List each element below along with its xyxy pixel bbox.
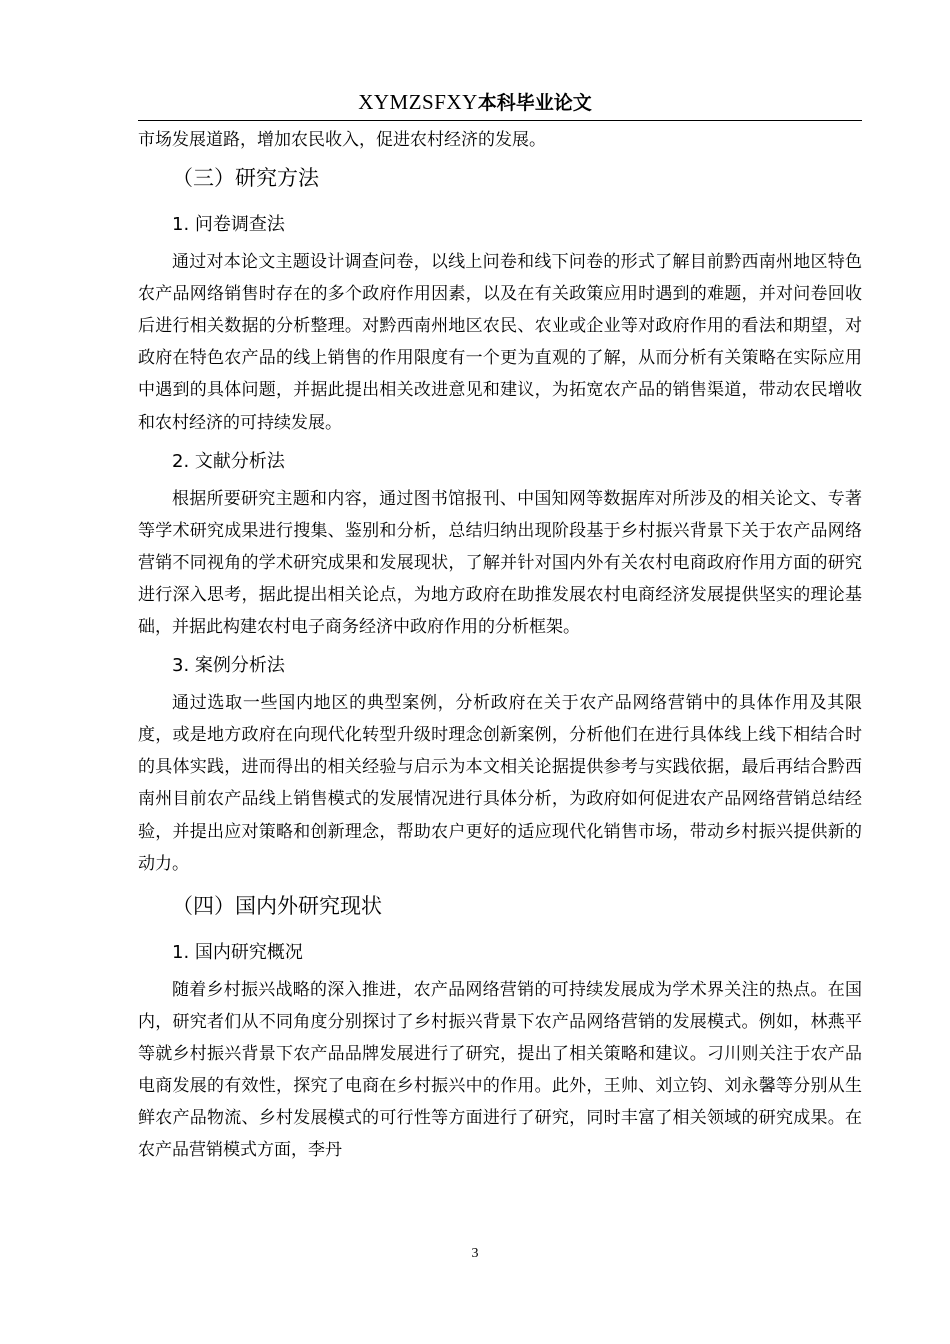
section-heading-research-methods: （三）研究方法 <box>172 166 319 191</box>
header-rule <box>138 120 862 121</box>
header-title: 本科毕业论文 <box>477 92 592 114</box>
paragraph-questionnaire: 通过对本论文主题设计调查问卷，以线上问卷和线下问卷的形式了解目前黔西南州地区特色农产品网络销售时存在的多个政府作用因素，以及在有关政策应用时遇到的难题，并对问卷回收后进行相关数据的分析整理。对黔西南州地区农民、农业或企业等对政府作用的看法和期望，对政府在特色农产品的线上销售的作用限度有一个更为直观的了解，从而分析有关策略在实际应用中遇到的具体问题，并据此提出相关改进意见和建议，为拓宽农产品的销售渠道，带动农民增收和农村经济的可持续发展。 <box>138 252 862 433</box>
subheading-literature: 2. 文献分析法 <box>172 450 285 472</box>
lead-paragraph: 市场发展道路，增加农民收入，促进农村经济的发展。 <box>138 130 546 150</box>
subheading-case-analysis: 3. 案例分析法 <box>172 655 285 677</box>
subheading-domestic: 1. 国内研究概况 <box>172 941 303 963</box>
paragraph-literature: 根据所要研究主题和内容，通过图书馆报刊、中国知网等数据库对所涉及的相关论文、专著等学术研究成果进行搜集、鉴别和分析，总结归纳出现阶段基于乡村振兴背景下关于农产品网络营销不同视角的学术研究成果和发展现状，了解并针对国内外有关农村电商政府作用方面的研究进行深入思考，据此提出相关论点，为地方政府在助推发展农村电商经济发展提供坚实的理论基础，并据此构建农村电子商务经济中政府作用的分析框架。 <box>138 488 862 638</box>
paragraph-case-analysis: 通过选取一些国内地区的典型案例，分析政府在关于农产品网络营销中的具体作用及其限度，或是地方政府在向现代化转型升级时理念创新案例，分析他们在进行具体线上线下相结合时的具体实践，进而得出的相关经验与启示为本文相关论据提供参考与实践依据，最后再结合黔西南州目前农产品线上销售模式的发展情况进行具体分析，为政府如何促进农产品网络营销总结经验，并提出应对策略和创新理念，帮助农户更好的适应现代化销售市场，带动乡村振兴提供新的动力。 <box>138 693 862 874</box>
page-header <box>0 88 950 117</box>
section-heading-research-status: （四）国内外研究现状 <box>172 893 382 918</box>
subheading-questionnaire: 1. 问卷调查法 <box>172 214 285 236</box>
page-body <box>138 124 862 1166</box>
paragraph-domestic: 随着乡村振兴战略的深入推进，农产品网络营销的可持续发展成为学术界关注的热点。在国内，研究者们从不同角度分别探讨了乡村振兴背景下农产品网络营销的发展模式。例如，林燕平等就乡村振兴背景下农产品品牌发展进行了研究，提出了相关策略和建议。刁川则关注于农产品电商发展的有效性，探究了电商在乡村振兴中的作用。此外，王帅、刘立钧、刘永馨等分别从生鲜农产品物流、乡村发展模式的可行性等方面进行了研究，同时丰富了相关领域的研究成果。在农产品营销模式方面，李丹 <box>138 979 862 1161</box>
header-latin: XYMZSFXY <box>358 90 478 114</box>
page-number: 3 <box>471 1246 479 1261</box>
